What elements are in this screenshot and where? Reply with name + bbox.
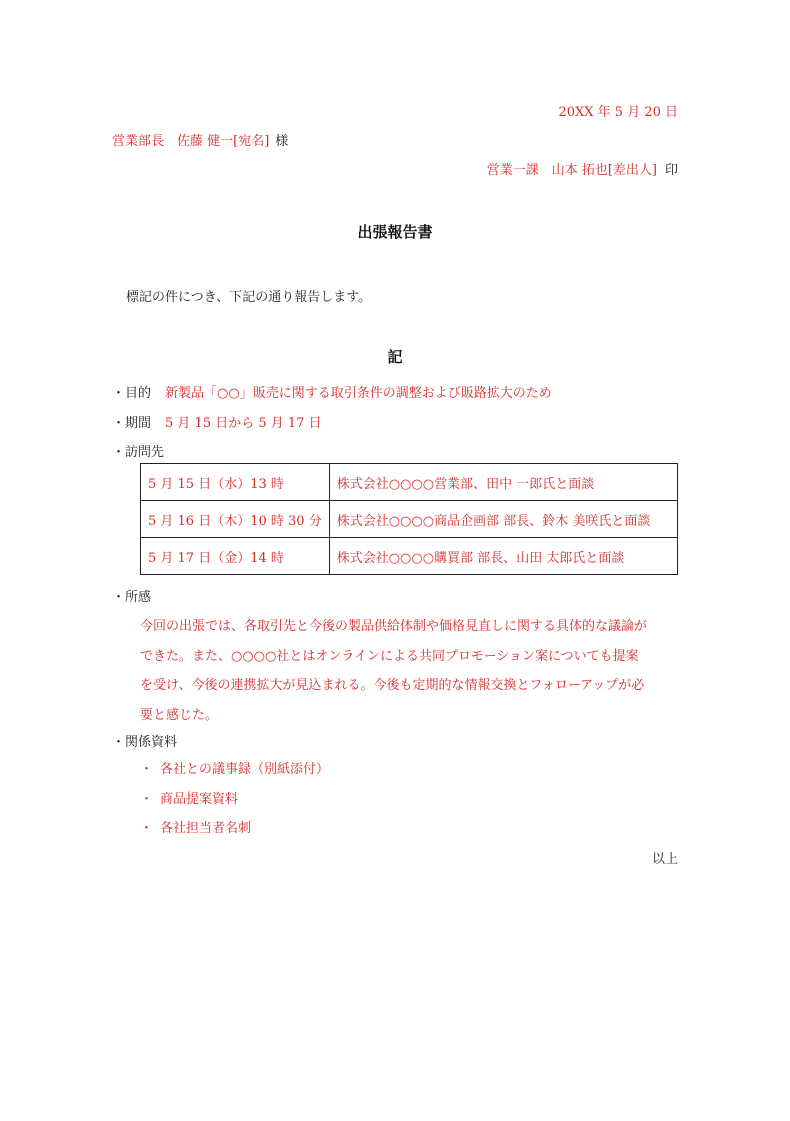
impressions-body xyxy=(140,612,680,730)
document-title: 出張報告書 xyxy=(357,223,433,241)
recipient xyxy=(112,130,288,149)
table-row xyxy=(141,538,678,575)
impressions-line: 要と感じた。 xyxy=(140,707,219,723)
purpose-label: ・目的 xyxy=(112,386,152,401)
closing-text: 以上 xyxy=(651,852,678,867)
sender-name: 営業一課 山本 拓也[差出人] xyxy=(486,163,657,178)
period-label: ・期間 xyxy=(112,416,152,431)
recipient-suffix: 様 xyxy=(275,134,289,149)
period-value: 5 月 15 日から 5 月 17 日 xyxy=(165,416,322,431)
visits-table xyxy=(140,463,678,575)
impressions-line: できた。また、○○○○社とはオンラインによる共同プロモーション案についても提案 xyxy=(140,648,639,664)
date: 20XX 年 5 月 20 日 xyxy=(558,105,678,120)
purpose-value: 新製品「○○」販売に関する取引条件の調整および販路拡大のため xyxy=(165,386,552,401)
ki-heading: 記 xyxy=(387,348,403,366)
bullet-icon: ・ xyxy=(140,791,154,807)
impressions-label: ・所感 xyxy=(112,590,152,605)
table-row xyxy=(141,464,678,501)
bullet-icon: ・ xyxy=(140,821,154,836)
table-row xyxy=(141,501,678,538)
impressions-line: を受け、今後の連携拡大が見込まれる。今後も定期的な情報交換とフォローアップが必 xyxy=(140,678,645,693)
visit-time: 5 月 17 日（金）14 時 xyxy=(141,538,330,575)
documents-list xyxy=(140,760,329,849)
visits-label: ・訪問先 xyxy=(112,445,165,460)
impressions-line: 今回の出張では、各取引先と今後の製品供給体制や価格見直しに関する具体的な議論が xyxy=(140,619,648,634)
list-item: ・ 商品提案資料 xyxy=(140,790,329,820)
visit-detail: 株式会社○○○○営業部、田中 一郎氏と面談 xyxy=(329,464,677,501)
period-row xyxy=(112,412,322,431)
documents-label: ・関係資料 xyxy=(112,735,178,750)
recipient-name: 営業部長 佐藤 健一[宛名] xyxy=(112,134,270,149)
visit-detail: 株式会社○○○○商品企画部 部長、鈴木 美咲氏と面談 xyxy=(329,501,677,538)
list-item: ・ 各社との議事録（別紙添付） xyxy=(140,760,329,790)
visit-time: 5 月 16 日（木）10 時 30 分 xyxy=(141,501,330,538)
bullet-icon: ・ xyxy=(140,762,154,777)
visit-detail: 株式会社○○○○購買部 部長、山田 太郎氏と面談 xyxy=(329,538,677,575)
list-item: ・ 各社担当者名刺 xyxy=(140,819,329,849)
visit-time: 5 月 15 日（水）13 時 xyxy=(141,464,330,501)
intro-text: 標記の件につき、下記の通り報告します。 xyxy=(126,290,372,305)
seal-mark: 印 xyxy=(664,163,678,178)
purpose-row xyxy=(112,382,552,401)
sender xyxy=(487,159,678,178)
